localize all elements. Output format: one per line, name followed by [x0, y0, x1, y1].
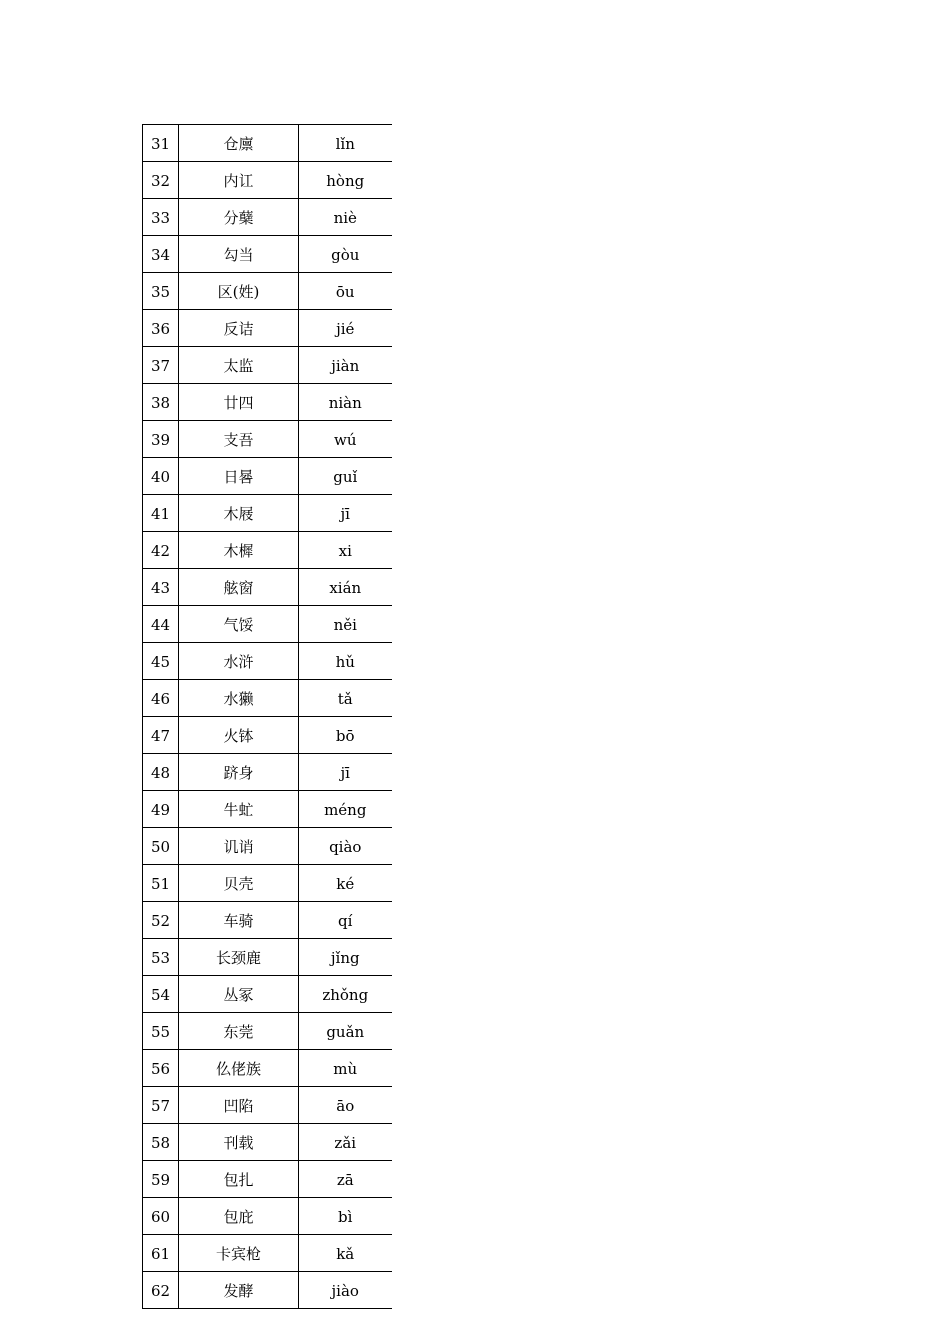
table-row [143, 1013, 392, 1050]
row-number: 49 [143, 791, 179, 828]
table-row [143, 273, 392, 310]
row-number: 41 [143, 495, 179, 532]
pinyin-cell: hǔ [299, 643, 392, 680]
word-cell: 牛虻 [179, 791, 299, 828]
pinyin-cell: zhǒng [299, 976, 392, 1013]
word-cell: 讥诮 [179, 828, 299, 865]
pinyin-cell: méng [299, 791, 392, 828]
table-row [143, 1235, 392, 1272]
table-row [143, 902, 392, 939]
table-row [143, 606, 392, 643]
row-number: 60 [143, 1198, 179, 1235]
row-number: 61 [143, 1235, 179, 1272]
word-cell: 支吾 [179, 421, 299, 458]
pinyin-cell: āo [299, 1087, 392, 1124]
word-cell: 内讧 [179, 162, 299, 199]
pinyin-cell: xi [299, 532, 392, 569]
table-row [143, 1198, 392, 1235]
row-number: 47 [143, 717, 179, 754]
row-number: 33 [143, 199, 179, 236]
pinyin-cell: guǎn [299, 1013, 392, 1050]
word-cell: 包庇 [179, 1198, 299, 1235]
row-number: 50 [143, 828, 179, 865]
pinyin-cell: zǎi [299, 1124, 392, 1161]
table-row [143, 125, 392, 162]
pinyin-cell: jī [299, 495, 392, 532]
word-cell: 火钵 [179, 717, 299, 754]
table-row [143, 236, 392, 273]
pinyin-cell: guǐ [299, 458, 392, 495]
table-row [143, 717, 392, 754]
word-cell: 发酵 [179, 1272, 299, 1309]
table-row [143, 1272, 392, 1309]
word-cell: 刊载 [179, 1124, 299, 1161]
row-number: 52 [143, 902, 179, 939]
word-cell: 包扎 [179, 1161, 299, 1198]
row-number: 55 [143, 1013, 179, 1050]
pinyin-cell: ōu [299, 273, 392, 310]
row-number: 53 [143, 939, 179, 976]
table-row [143, 458, 392, 495]
word-cell: 廿四 [179, 384, 299, 421]
word-cell: 日晷 [179, 458, 299, 495]
row-number: 31 [143, 125, 179, 162]
table-row [143, 532, 392, 569]
word-cell: 长颈鹿 [179, 939, 299, 976]
pinyin-cell: qí [299, 902, 392, 939]
row-number: 48 [143, 754, 179, 791]
row-number: 32 [143, 162, 179, 199]
pinyin-cell: jiào [299, 1272, 392, 1309]
word-cell: 东莞 [179, 1013, 299, 1050]
row-number: 44 [143, 606, 179, 643]
word-cell: 跻身 [179, 754, 299, 791]
row-number: 38 [143, 384, 179, 421]
row-number: 34 [143, 236, 179, 273]
row-number: 42 [143, 532, 179, 569]
table-row [143, 865, 392, 902]
pinyin-cell: lǐn [299, 125, 392, 162]
table-row [143, 310, 392, 347]
row-number: 46 [143, 680, 179, 717]
pinyin-cell: bō [299, 717, 392, 754]
table-row [143, 495, 392, 532]
row-number: 43 [143, 569, 179, 606]
row-number: 36 [143, 310, 179, 347]
pinyin-cell: jī [299, 754, 392, 791]
table-row [143, 199, 392, 236]
row-number: 45 [143, 643, 179, 680]
table-row [143, 384, 392, 421]
table-row [143, 976, 392, 1013]
row-number: 58 [143, 1124, 179, 1161]
word-cell: 勾当 [179, 236, 299, 273]
table-row [143, 569, 392, 606]
row-number: 39 [143, 421, 179, 458]
table-row [143, 421, 392, 458]
word-cell: 仓廪 [179, 125, 299, 162]
word-cell: 贝壳 [179, 865, 299, 902]
table-body [143, 125, 392, 1309]
table-row [143, 1050, 392, 1087]
row-number: 37 [143, 347, 179, 384]
row-number: 59 [143, 1161, 179, 1198]
word-cell: 区(姓) [179, 273, 299, 310]
pinyin-cell: zā [299, 1161, 392, 1198]
pinyin-cell: xián [299, 569, 392, 606]
pinyin-table-sheet [142, 124, 391, 1309]
pinyin-cell: niàn [299, 384, 392, 421]
row-number: 56 [143, 1050, 179, 1087]
word-cell: 水獭 [179, 680, 299, 717]
row-number: 62 [143, 1272, 179, 1309]
pinyin-cell: qiào [299, 828, 392, 865]
table-row [143, 828, 392, 865]
table-row [143, 162, 392, 199]
table-row [143, 939, 392, 976]
pinyin-cell: jié [299, 310, 392, 347]
row-number: 51 [143, 865, 179, 902]
word-cell: 反诘 [179, 310, 299, 347]
row-number: 35 [143, 273, 179, 310]
table-row [143, 791, 392, 828]
word-cell: 车骑 [179, 902, 299, 939]
pinyin-cell: kǎ [299, 1235, 392, 1272]
word-cell: 太监 [179, 347, 299, 384]
table-row [143, 1124, 392, 1161]
word-cell: 卡宾枪 [179, 1235, 299, 1272]
pinyin-cell: gòu [299, 236, 392, 273]
pinyin-table [142, 124, 392, 1309]
pinyin-cell: mù [299, 1050, 392, 1087]
table-row [143, 1087, 392, 1124]
table-row [143, 1161, 392, 1198]
table-row [143, 347, 392, 384]
row-number: 54 [143, 976, 179, 1013]
word-cell: 水浒 [179, 643, 299, 680]
pinyin-cell: hòng [299, 162, 392, 199]
word-cell: 分蘖 [179, 199, 299, 236]
pinyin-cell: bì [299, 1198, 392, 1235]
pinyin-cell: wú [299, 421, 392, 458]
table-row [143, 643, 392, 680]
pinyin-cell: ké [299, 865, 392, 902]
table-row [143, 680, 392, 717]
row-number: 57 [143, 1087, 179, 1124]
word-cell: 木樨 [179, 532, 299, 569]
pinyin-cell: niè [299, 199, 392, 236]
word-cell: 木屐 [179, 495, 299, 532]
word-cell: 仫佬族 [179, 1050, 299, 1087]
word-cell: 气馁 [179, 606, 299, 643]
pinyin-cell: jiàn [299, 347, 392, 384]
word-cell: 凹陷 [179, 1087, 299, 1124]
pinyin-cell: tǎ [299, 680, 392, 717]
row-number: 40 [143, 458, 179, 495]
word-cell: 舷窗 [179, 569, 299, 606]
word-cell: 丛冢 [179, 976, 299, 1013]
pinyin-cell: jǐng [299, 939, 392, 976]
table-row [143, 754, 392, 791]
pinyin-cell: něi [299, 606, 392, 643]
